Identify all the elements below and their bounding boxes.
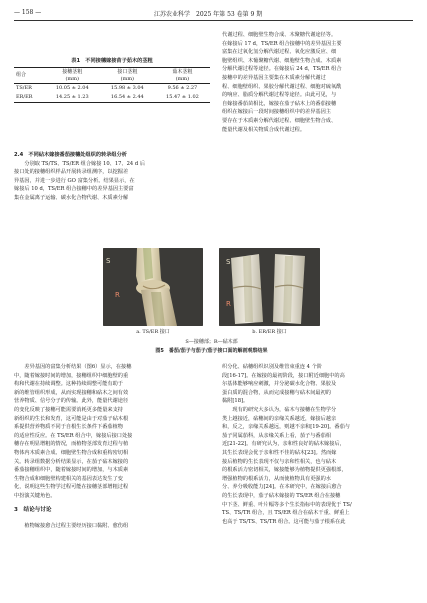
graft-junction-photo-ts-er bbox=[103, 248, 203, 326]
section-3-heading: 3 结论与讨论 bbox=[14, 507, 52, 513]
right-paragraph bbox=[222, 31, 418, 134]
figure-caption: 图5 番茄/茄子与茄子/茄子接口面的解剖观察结果 bbox=[155, 348, 268, 354]
discussion-paragraph bbox=[14, 363, 214, 501]
page-number: — 158 — bbox=[14, 9, 42, 16]
text-line: 的根系活力密切相关，嫁接能够为植物提供更强根部， bbox=[222, 467, 347, 474]
text-line: 分解代谢过程等途径。在嫁接后 24 d，TS/ER 组合 bbox=[222, 66, 342, 73]
rootstock-marker: R bbox=[115, 291, 120, 299]
text-line: 构和代谢在持续调整。这种持续调整可能有助于 bbox=[14, 381, 123, 388]
table-cell: 15.98 ± 3.04 bbox=[110, 85, 144, 91]
text-line: 系提供营养物质不同于自根生长条件下番茄植物 bbox=[14, 424, 123, 431]
text-line: 物体内木质素合成、细胞壁生物合成和重构密切相 bbox=[14, 449, 129, 456]
stem-diameter-table bbox=[14, 67, 210, 103]
text-line: 穗存在明显增粗的情况，而植物茎部发育过程与植 bbox=[14, 441, 129, 448]
graft-junction-photo-er-er bbox=[219, 248, 320, 326]
header-rule bbox=[14, 20, 413, 21]
text-line: 中下茎、鲜重、叶片幅等多个生长指标中的表现优于 TS/ bbox=[222, 501, 352, 508]
table-header-rootstock: 茹木茎粗 (mm) bbox=[155, 68, 210, 84]
text-line: 黏附[18]。 bbox=[222, 398, 249, 405]
text-line: 生物合成和细胞壁构建相关的基因表达发生了变 bbox=[14, 475, 123, 482]
table-cell: ER/ER bbox=[14, 93, 45, 103]
section-heading: 2.4 不同砧木嫁接番茄接穗处组织的转录组分析 bbox=[14, 152, 127, 158]
table-cell: 14.25 ± 1.23 bbox=[45, 93, 100, 103]
text-line: 分别取 TS/TS、TS/ER 组合嫁接 10、17、24 d 后 bbox=[14, 160, 146, 167]
text-line: 分、养分吸收能力[24]。在本研究中，在嫁接后愈合 bbox=[222, 484, 342, 491]
text-line: 现有的研究大多认为，砧木与接穗在生物学分 bbox=[222, 406, 337, 413]
table-cell: TS/ER bbox=[16, 85, 32, 91]
text-line: 关。转录组数据分析结果显示，在茄子砧木嫁接的 bbox=[14, 458, 129, 465]
figure-label-b: b. ER/ER 接口 bbox=[252, 329, 287, 335]
table-header-group: 组合 bbox=[14, 68, 45, 84]
text-line: 尔基体能够响应刺激，并分泌碳水化合物、果胶及 bbox=[222, 381, 337, 388]
table-row bbox=[14, 93, 210, 103]
text-line: 集在金属离子运输、碳水化合物代谢、木质素分解 bbox=[14, 194, 129, 201]
text-line: 异基因，并进一步进行 GO 富集分析。结果显示，在 bbox=[14, 177, 135, 184]
text-line: 茄子同属茄科，从亲缘关系上看，茄子与番茄相 bbox=[222, 432, 331, 439]
text-line: 织分化、砧穗组织识别及维管束重连 4 个阶 bbox=[222, 364, 322, 370]
text-line: 程、细胞壁组织、果胶分解代谢过程、细胞对硫氧酰 bbox=[222, 83, 342, 90]
text-line: 自嫁接番茄苗相比，嫁接在茄子砧木上的番茄接穗 bbox=[222, 100, 337, 107]
text-line: 的适应性反应。在 TS/ER 组合中，嫁接后接口处接 bbox=[14, 432, 133, 439]
text-line: 的响应、脂质分解代谢过程等途径。由此可见，与 bbox=[222, 92, 337, 99]
text-line: 要存在于木质素分解代谢过程、细胞壁生物合成、 bbox=[222, 117, 337, 124]
text-line: 能量代谢及相关物质合成代谢过程。 bbox=[222, 126, 306, 133]
text-line: 新组织的生长和发育，这可能是由于对茄子砧木根 bbox=[14, 415, 129, 422]
text-line: 段[16-17]。在嫁接的最初阶段，接口附近细胞中的高 bbox=[222, 372, 345, 379]
text-line: 组织在嫁接后一段时间接穗组织中的差异基因主 bbox=[222, 109, 331, 116]
figure-legend: S—接穗部；R—砧木部 bbox=[185, 339, 238, 345]
text-line: 植物嫁接愈合过程主要经历接口黏附、愈伤组 bbox=[14, 523, 129, 529]
text-line: 接口处的接穗组织样品开展转录组测序，以挖掘差 bbox=[14, 169, 129, 176]
table-caption: 表1 不同接穗嫁接苗子茹木的茎粗 bbox=[71, 58, 153, 64]
text-line: 的生长表现中，茄子砧木嫁接的 TS/ER 组合在接穗 bbox=[222, 492, 341, 499]
text-line: 接后植物的生长表现不仅与亲和性相关，也与砧木 bbox=[222, 458, 337, 465]
figure-label-a: a. TS/ER 接口 bbox=[136, 329, 170, 335]
text-line: 蛋白质的混合物，从而完成接穗与砧木间最初的 bbox=[222, 389, 331, 396]
table-header-scion: 接穗茎粗 (mm) bbox=[45, 68, 100, 84]
text-line: 差异基因的富集分析结果（图6）显示，在接穗 bbox=[14, 364, 132, 370]
table-cell: 15.47 ± 1.02 bbox=[155, 93, 210, 103]
text-line: 的变化反映了接穗可能需要消耗更多能量来支持 bbox=[14, 406, 123, 413]
discussion-paragraph-right bbox=[222, 363, 418, 526]
text-line: 中，随着嫁接时间的增加，接穗组织中细胞壁的重 bbox=[14, 372, 129, 379]
scion-marker: S bbox=[106, 257, 111, 265]
table-cell: 16.54 ± 2.44 bbox=[100, 93, 155, 103]
text-line: 富集在过氧化氢分解代谢过程、氧化应激反应、细 bbox=[222, 49, 337, 56]
journal-header: 江苏农业科学 2025 年第 53 卷第 9 期 bbox=[154, 11, 263, 18]
text-line: 胞壁组织、木葡聚糖代谢、细胞壁生物合成、木质素 bbox=[222, 57, 342, 64]
section-2-4 bbox=[14, 151, 214, 203]
text-line: 和，反之，亲缘关系越远，则越不亲和[19-20]。番茄与 bbox=[222, 424, 350, 431]
text-line: 嫁接后 10 d，TS/ER 组合接穗中的差异基因主要富 bbox=[14, 186, 134, 193]
text-line: 其生长表现会优于亲和性不佳的砧木[23]。然而嫁 bbox=[222, 449, 337, 456]
text-line: 接穗中的差异基因主要集在木质素分解代谢过 bbox=[222, 74, 326, 81]
table-cell: 10.05 ± 2.04 bbox=[55, 85, 89, 91]
text-line: 新的维管组织形成，从而实现接穗和砧木之间有效 bbox=[14, 389, 129, 396]
text-line: 类上越接近，砧穗间的亲缘关系越近，嫁接后越亲 bbox=[222, 415, 337, 422]
text-line: TS、TS/TR 组合，且 TS/ER 组合在砧木干重、鲜重上 bbox=[222, 510, 350, 517]
text-line: 近[21-22]。有研究认为，亲和性良好的砧木嫁接后， bbox=[222, 441, 345, 448]
scion-marker: S bbox=[226, 258, 231, 266]
text-line: 也高于 TS/TS、TS/TR 组合。这可能与茄子根系在此 bbox=[222, 518, 346, 525]
text-line: 增强植物的根系活力，从而使植物具有更强的水 bbox=[222, 475, 331, 482]
text-line: 番茄接穗组织中，随着嫁接时间的增加，与木质素 bbox=[14, 467, 129, 474]
text-line: 在嫁接后 17 d，TS/ER 组合接穗中的差异基因主要 bbox=[222, 40, 342, 47]
rootstock-marker: R bbox=[226, 300, 231, 308]
table-header-junction: 接口茎粗 (mm) bbox=[100, 68, 155, 84]
text-line: 中扮演关键角色。 bbox=[14, 492, 56, 499]
text-line: 代谢过程、细胞壁生物合成、木聚糖代谢途径等。 bbox=[222, 32, 337, 38]
text-line: 营养物质、信号分子的传输。此外，能量代谢途径 bbox=[14, 398, 129, 405]
table-row bbox=[14, 84, 210, 94]
text-line: 化，说明这些生物学过程可能在接穗茎部增粗过程 bbox=[14, 484, 129, 491]
table-cell: 9.56 ± 2.27 bbox=[167, 85, 198, 91]
